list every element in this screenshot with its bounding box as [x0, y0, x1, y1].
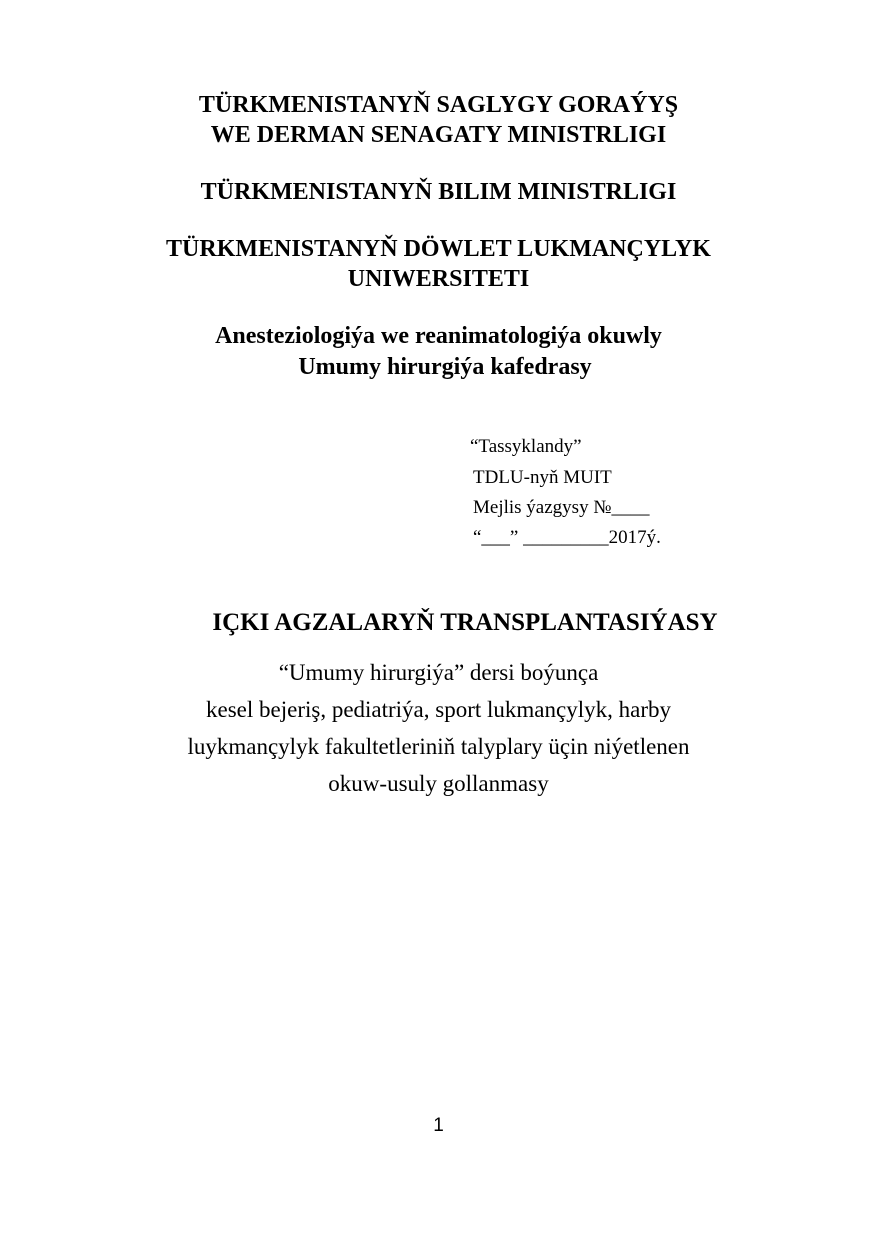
approval-minutes: Mejlis ýazgysy №____: [473, 497, 650, 518]
page-number: 1: [433, 1115, 444, 1136]
approval-council: TDLU-nyň MUIT: [473, 467, 612, 488]
university-line-2: UNIWERSITETI: [347, 266, 530, 292]
ministry-health-line-1: TÜRKMENISTANYŇ SAGLYGY GORAÝYŞ: [198, 92, 679, 118]
description-line-4: okuw-usuly gollanmasy: [328, 771, 549, 796]
chair-name: Umumy hirurgiýa kafedrasy: [298, 354, 592, 380]
document-title: IÇKI AGZALARYŇ TRANSPLANTASIÝASY: [212, 609, 718, 636]
ministry-health-line-2: WE DERMAN SENAGATY MINISTRLIGI: [210, 122, 667, 148]
ministry-education: TÜRKMENISTANYŇ BILIM MINISTRLIGI: [200, 179, 677, 205]
approval-approved: “Tassyklandy”: [470, 436, 582, 457]
description-line-2: kesel bejeriş, pediatriýa, sport lukmançylyk, harby: [206, 697, 671, 722]
course-name: Anesteziologiýa we reanimatologiýa okuwly: [215, 323, 662, 349]
approval-date: “___” _________2017ý.: [473, 527, 661, 548]
description-line-1: “Umumy hirurgiýa” dersi boýunça: [278, 660, 599, 685]
description-line-3: luykmançylyk fakultetleriniň talyplary üçin niýetlenen: [187, 734, 690, 759]
university-line-1: TÜRKMENISTANYŇ DÖWLET LUKMANÇYLYK: [166, 236, 711, 262]
